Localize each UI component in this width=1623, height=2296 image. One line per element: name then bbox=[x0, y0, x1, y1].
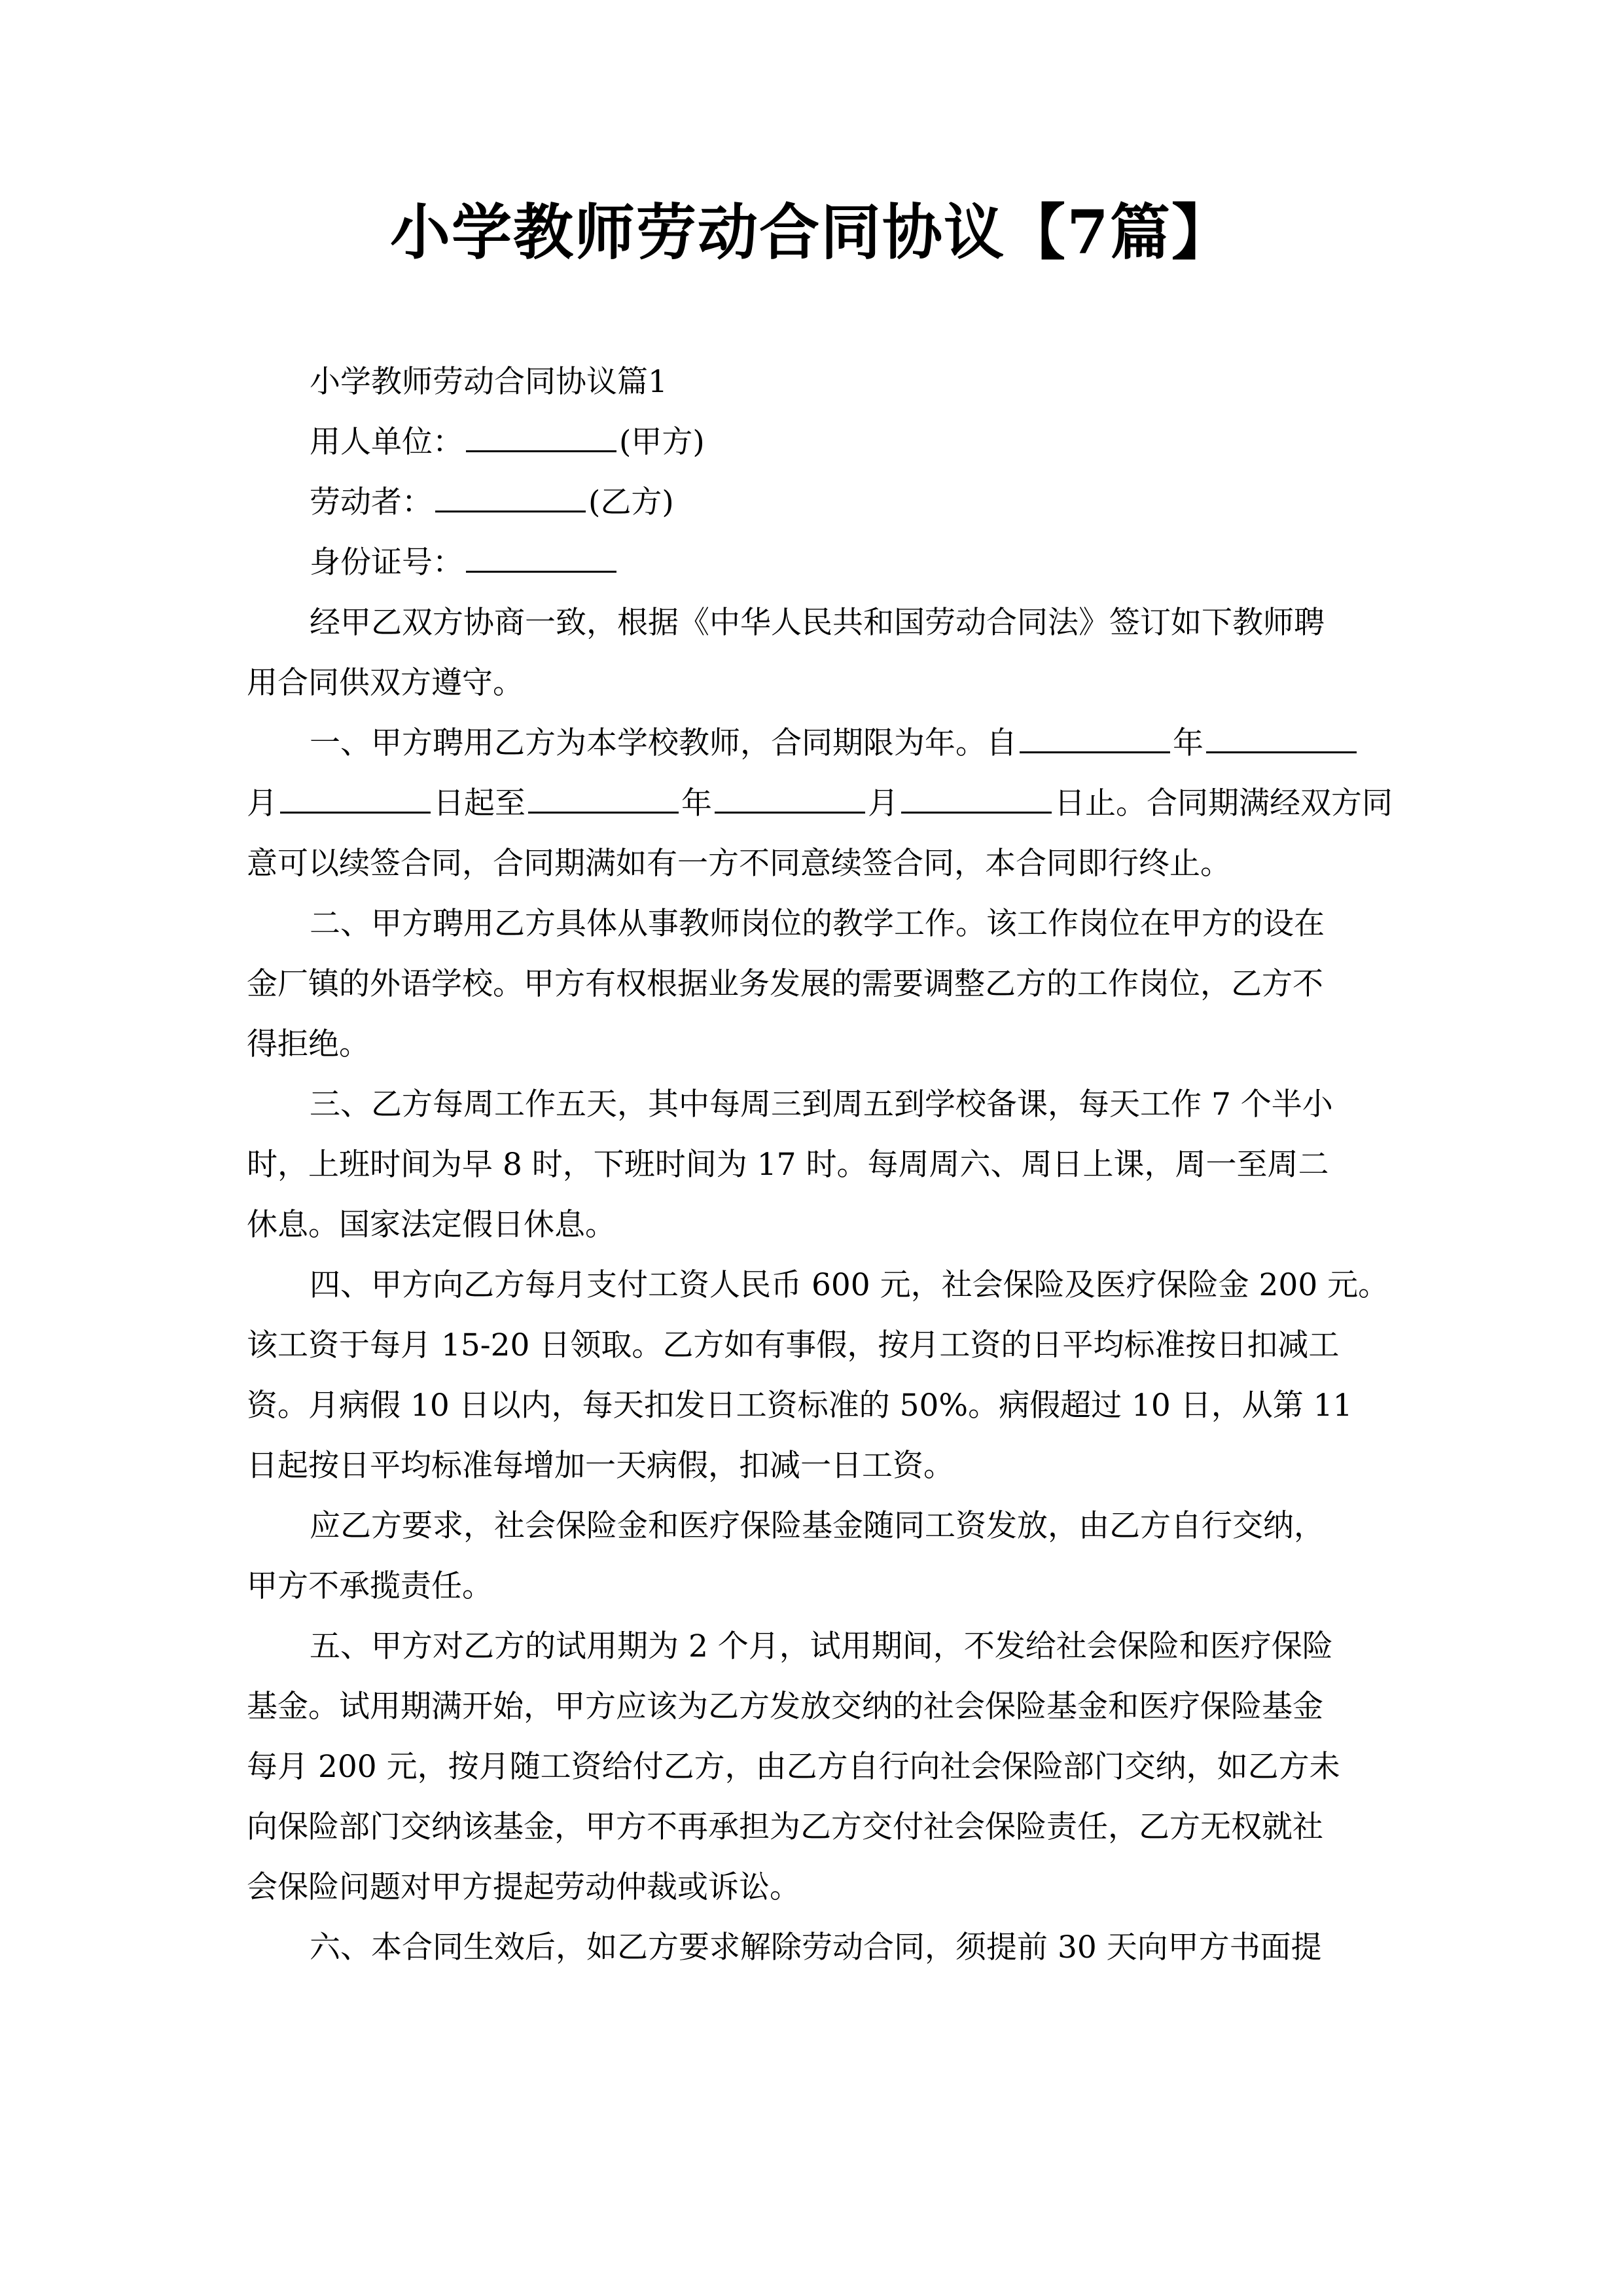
text-span: 月 bbox=[247, 785, 277, 821]
paragraph-line: 六、本合同生效后，如乙方要求解除劳动合同，须提前 30 天向甲方书面提 bbox=[310, 1929, 1322, 1965]
paragraph-line bbox=[247, 713, 1385, 774]
field-suffix: (甲方) bbox=[619, 424, 705, 460]
paragraph-line bbox=[247, 774, 1393, 834]
section-heading: 小学教师劳动合同协议篇1 bbox=[310, 364, 668, 400]
blank-line bbox=[466, 416, 616, 452]
blank-line bbox=[280, 778, 431, 814]
paragraph-line: 五、甲方对乙方的试用期为 2 个月，试用期间，不发给社会保险和医疗保险 bbox=[310, 1628, 1333, 1664]
field-id-number bbox=[247, 533, 1385, 593]
field-label: 身份证号： bbox=[310, 545, 463, 581]
text-span: 一、甲方聘用乙方为本学校教师，合同期限为年。自 bbox=[310, 725, 1017, 761]
field-label: 劳动者： bbox=[310, 484, 433, 520]
document-body bbox=[247, 352, 1393, 1978]
paragraph-line: 应乙方要求，社会保险金和医疗保险基金随同工资发放，由乙方自行交纳， bbox=[310, 1508, 1325, 1544]
blank-line bbox=[715, 778, 865, 814]
paragraph-line: 基金。试用期满开始，甲方应该为乙方发放交纳的社会保险基金和医疗保险基金 bbox=[247, 1689, 1323, 1725]
paragraph-line: 经甲乙双方协商一致，根据《中华人民共和国劳动合同法》签订如下教师聘 bbox=[310, 605, 1325, 641]
field-suffix: (乙方) bbox=[588, 484, 674, 520]
paragraph-line: 该工资于每月 15-20 日领取。乙方如有事假，按月工资的日平均标准按日扣减工 bbox=[247, 1327, 1340, 1363]
paragraph-line: 日起按日平均标准每增加一天病假，扣减一日工资。 bbox=[247, 1448, 954, 1484]
paragraph-line: 向保险部门交纳该基金，甲方不再承担为乙方交付社会保险责任，乙方无权就社 bbox=[247, 1809, 1323, 1845]
paragraph-line: 金厂镇的外语学校。甲方有权根据业务发展的需要调整乙方的工作岗位，乙方不 bbox=[247, 966, 1323, 1002]
paragraph-line: 意可以续签合同，合同期满如有一方不同意续签合同，本合同即行终止。 bbox=[247, 846, 1231, 882]
text-span: 日起至 bbox=[433, 785, 526, 821]
paragraph-line: 四、甲方向乙方每月支付工资人民币 600 元，社会保险及医疗保险金 200 元。 bbox=[310, 1267, 1389, 1303]
field-employee bbox=[247, 473, 1385, 533]
text-span: 年 bbox=[1173, 725, 1204, 761]
text-span: 日止。合同期满经双方同 bbox=[1054, 785, 1393, 821]
blank-line bbox=[1020, 717, 1170, 753]
paragraph-line: 资。月病假 10 日以内，每天扣发日工资标准的 50%。病假超过 10 日，从第 11 bbox=[247, 1388, 1353, 1424]
document-title: 小学教师劳动合同协议【7篇】 bbox=[389, 197, 1233, 268]
blank-line bbox=[901, 778, 1052, 814]
paragraph-line: 二、甲方聘用乙方具体从事教师岗位的教学工作。该工作岗位在甲方的设在 bbox=[310, 906, 1325, 942]
blank-line bbox=[466, 537, 616, 573]
paragraph-line: 得拒绝。 bbox=[247, 1026, 370, 1062]
field-employer bbox=[247, 412, 1385, 473]
blank-line bbox=[528, 778, 679, 814]
text-span: 年 bbox=[681, 785, 712, 821]
blank-line bbox=[435, 476, 586, 512]
paragraph-line: 甲方不承揽责任。 bbox=[247, 1568, 493, 1604]
paragraph-line: 三、乙方每周工作五天，其中每周三到周五到学校备课，每天工作 7 个半小 bbox=[310, 1086, 1333, 1122]
paragraph-line: 时，上班时间为早 8 时，下班时间为 17 时。每周周六、周日上课，周一至周二 bbox=[247, 1147, 1329, 1183]
text-span: 月 bbox=[868, 785, 899, 821]
field-label: 用人单位： bbox=[310, 424, 463, 460]
blank-line bbox=[1206, 717, 1357, 753]
paragraph-line: 会保险问题对甲方提起劳动仲裁或诉讼。 bbox=[247, 1869, 800, 1905]
paragraph-line: 用合同供双方遵守。 bbox=[247, 665, 524, 701]
paragraph-line: 休息。国家法定假日休息。 bbox=[247, 1207, 616, 1243]
paragraph-line: 每月 200 元，按月随工资给付乙方，由乙方自行向社会保险部门交纳，如乙方未 bbox=[247, 1749, 1340, 1785]
